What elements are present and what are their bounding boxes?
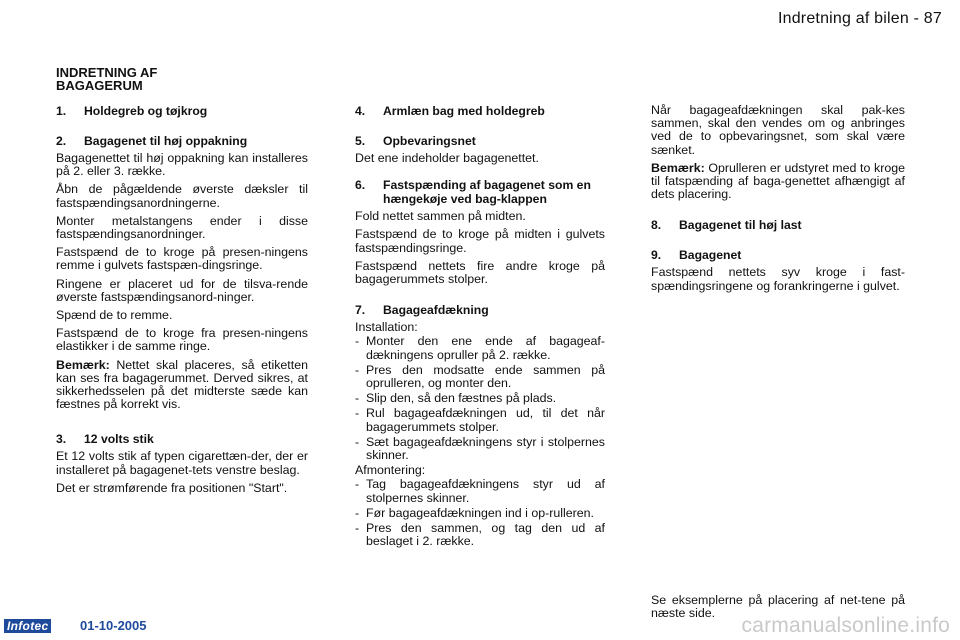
note-text: Nettet skal placeres, så etiketten kan ses fra bagagerummet. Derved sikres, at sikkerhedsselen på det midterste sæde kan fæstnes på korrekt vis. [56, 357, 308, 412]
heading-7: 7. Bagageafdækning [355, 303, 489, 318]
footer-note-text: Se eksemplerne på placering af net-tene på næste side. [651, 593, 905, 621]
list-item: - Pres den sammen, og tag den ud af beslaget i 2. række. [355, 522, 605, 548]
page-header: Indretning af bilen - 87 [777, 10, 942, 27]
remove-steps [355, 478, 605, 548]
list-item: - Slip den, så den fæstnes på plads. [355, 392, 605, 405]
list-item: - Tag bagageafdækningens styr ud af stolpernes skinner. [355, 478, 605, 504]
list-item: - Rul bagageafdækningen ud, til det når bagagerummets stolper. [355, 407, 605, 433]
install-label: Installation: [355, 320, 418, 335]
section-title [56, 66, 157, 92]
paragraph: Fastspænd de to kroge fra presen-ningens elastikker i de samme ringe. [56, 326, 308, 354]
paragraph: Fastspænd de to kroge på presen-ningens remme i gulvets fastspæn-dingsringe. [56, 245, 308, 273]
remove-label: Afmontering: [355, 463, 426, 478]
heading-3: 3. 12 volts stik [56, 432, 154, 447]
note-label: Bemærk: [651, 160, 705, 175]
paragraph: Spænd de to remme. [56, 308, 173, 323]
paragraph: Det er strømførende fra positionen "Start". [56, 480, 288, 495]
list-item: - Pres den modsatte ende sammen på oprulleren, og monter den. [355, 364, 605, 390]
heading-8: 8. Bagagenet til høj last [651, 218, 802, 233]
paragraph: Det ene indeholder bagagenettet. [355, 151, 539, 165]
note-label: Bemærk: [56, 357, 110, 372]
column-2 [355, 104, 605, 550]
paragraph: Et 12 volts stik af typen cigarettæn-der, der er installeret på bagagenet-tets venstre beslag. [56, 449, 308, 477]
heading-5: 5. Opbevaringsnet [355, 134, 476, 148]
list-item: - Monter den ene ende af bagageaf-dækningens opruller på 2. række. [355, 335, 605, 361]
column-3 [651, 104, 905, 298]
paragraph: Ringene er placeret ud for de tilsva-rende øverste fastspændingsanord-ninger. [56, 276, 308, 304]
watermark: carmanualsonline.info [741, 614, 950, 637]
list-item: - Sæt bagageafdækningens styr i stolpernes skinner. [355, 436, 605, 462]
infotec-logo: Infotec [4, 619, 51, 633]
section-title-line-2: BAGAGERUM [56, 78, 143, 93]
paragraph: Fold nettet sammen på midten. [355, 209, 526, 224]
note-paragraph [651, 162, 905, 202]
footer-date: 01-10-2005 [80, 618, 147, 633]
section-title-line-1: INDRETNING AF [56, 65, 158, 80]
paragraph: Fastspænd nettets syv kroge i fast-spændingsringene og forankringerne i gulvet. [651, 265, 905, 293]
note-paragraph [56, 359, 308, 412]
paragraph: Fastspænd de to kroge på midten i gulvets fastspændingsringe. [355, 227, 605, 255]
note-text: Oprulleren er udstyret med to kroge til fatspænding af baga-genettet afhængigt af dets placering. [651, 160, 905, 202]
heading-4: 4. Armlæn bag med holdegreb [355, 104, 545, 118]
paragraph: Når bagageafdækningen skal pak-kes sammen, skal den vendes om og anbringes ved de to opbevaringsnet, som skal være sænket. [651, 103, 905, 157]
install-steps [355, 335, 605, 462]
column-1 [56, 104, 308, 500]
heading-6: 6. Fastspænding af bagagenet som en hængekøje ved bag-klappen [355, 178, 591, 207]
heading-2: 2. Bagagenet til høj oppakning [56, 134, 248, 148]
paragraph: Fastspænd nettets fire andre kroge på bagagerummets stolper. [355, 258, 605, 287]
paragraph: Bagagenettet til høj oppakning kan installeres på 2. eller 3. række. [56, 151, 308, 179]
paragraph: Åbn de pågældende øverste dæksler til fastspændingsanordningerne. [56, 182, 308, 210]
heading-1: 1. Holdegreb og tøjkrog [56, 104, 208, 118]
list-item: - Før bagageafdækningen ind i op-rulleren. [355, 507, 605, 520]
paragraph: Monter metalstangens ender i disse fastspændingsanordninger. [56, 213, 308, 242]
heading-9: 9. Bagagenet [651, 248, 742, 263]
